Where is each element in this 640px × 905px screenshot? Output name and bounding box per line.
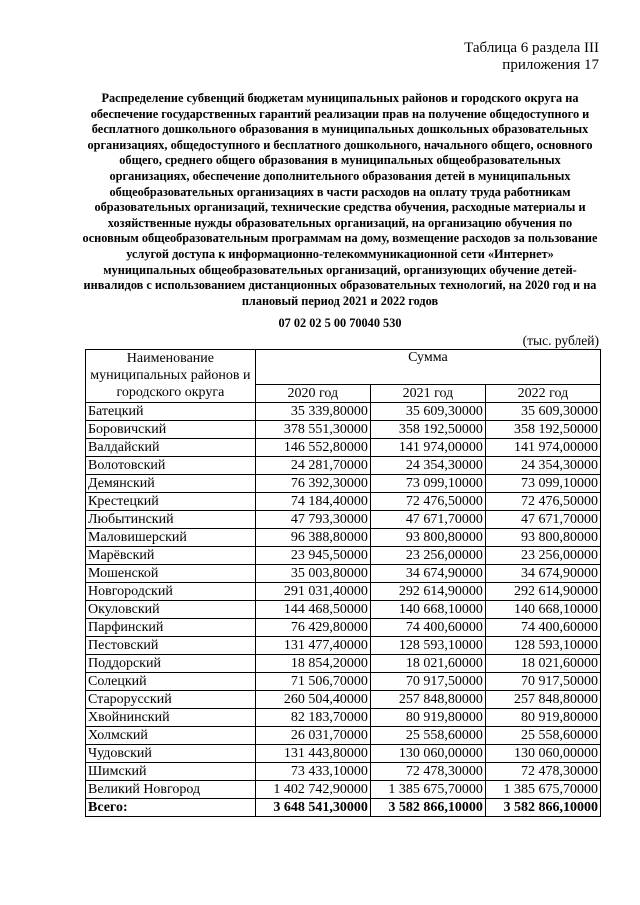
value-2020: 1 402 742,90000 xyxy=(255,781,370,799)
value-2022: 257 848,80000 xyxy=(485,691,600,709)
municipality-name: Новгородский xyxy=(86,583,256,601)
value-2022: 35 609,30000 xyxy=(485,403,600,421)
value-2022: 25 558,60000 xyxy=(485,727,600,745)
table-row xyxy=(86,547,601,565)
value-2021: 128 593,10000 xyxy=(370,637,485,655)
table-row xyxy=(86,403,601,421)
table-row xyxy=(86,601,601,619)
table-row xyxy=(86,619,601,637)
value-2022: 140 668,10000 xyxy=(485,601,600,619)
table-row xyxy=(86,655,601,673)
municipality-name: Хвойнинский xyxy=(86,709,256,727)
reference-line-2: приложения 17 xyxy=(502,57,599,73)
value-2020: 378 551,30000 xyxy=(255,421,370,439)
municipality-name: Маловишерский xyxy=(86,529,256,547)
municipality-name: Батецкий xyxy=(86,403,256,421)
value-2021: 358 192,50000 xyxy=(370,421,485,439)
municipality-name: Чудовский xyxy=(86,745,256,763)
value-2022: 23 256,00000 xyxy=(485,547,600,565)
table-row xyxy=(86,421,601,439)
value-2021: 80 919,80000 xyxy=(370,709,485,727)
value-2021: 73 099,10000 xyxy=(370,475,485,493)
value-2022: 73 099,10000 xyxy=(485,475,600,493)
table-row xyxy=(86,781,601,799)
municipality-name: Демянский xyxy=(86,475,256,493)
table-row xyxy=(86,493,601,511)
units-label: (тыс. рублей) xyxy=(522,333,599,348)
value-2022: 80 919,80000 xyxy=(485,709,600,727)
table-row xyxy=(86,475,601,493)
value-2022: 70 917,50000 xyxy=(485,673,600,691)
value-2022: 141 974,00000 xyxy=(485,439,600,457)
municipality-name: Шимский xyxy=(86,763,256,781)
value-2020: 73 433,10000 xyxy=(255,763,370,781)
value-2021: 140 668,10000 xyxy=(370,601,485,619)
total-2020: 3 648 541,30000 xyxy=(255,799,370,817)
municipality-name: Холмский xyxy=(86,727,256,745)
value-2020: 47 793,30000 xyxy=(255,511,370,529)
header-year-2020: 2020 год xyxy=(255,385,370,403)
value-2022: 72 478,30000 xyxy=(485,763,600,781)
value-2020: 35 339,80000 xyxy=(255,403,370,421)
table-row xyxy=(86,529,601,547)
municipality-name: Старорусский xyxy=(86,691,256,709)
value-2021: 34 674,90000 xyxy=(370,565,485,583)
header-year-2022: 2022 год xyxy=(485,385,600,403)
value-2021: 93 800,80000 xyxy=(370,529,485,547)
value-2020: 26 031,70000 xyxy=(255,727,370,745)
table-row xyxy=(86,727,601,745)
value-2021: 1 385 675,70000 xyxy=(370,781,485,799)
municipality-name: Пестовский xyxy=(86,637,256,655)
value-2020: 96 388,80000 xyxy=(255,529,370,547)
table-row xyxy=(86,691,601,709)
value-2021: 47 671,70000 xyxy=(370,511,485,529)
value-2020: 18 854,20000 xyxy=(255,655,370,673)
table-row xyxy=(86,457,601,475)
value-2022: 24 354,30000 xyxy=(485,457,600,475)
value-2021: 35 609,30000 xyxy=(370,403,485,421)
value-2022: 358 192,50000 xyxy=(485,421,600,439)
value-2020: 74 184,40000 xyxy=(255,493,370,511)
municipality-name: Поддорский xyxy=(86,655,256,673)
municipality-name: Мошенской xyxy=(86,565,256,583)
value-2022: 1 385 675,70000 xyxy=(485,781,600,799)
municipality-name: Волотовский xyxy=(86,457,256,475)
value-2020: 260 504,40000 xyxy=(255,691,370,709)
value-2020: 76 429,80000 xyxy=(255,619,370,637)
table-row xyxy=(86,745,601,763)
document-title: Распределение субвенций бюджетам муниципальных районов и городского округа на обеспечение государственных гарантий реализации прав на получение общедоступного и бесплатного дошкольного образования в муниципальных дошкольных образовательных организациях, общедоступного и бесплатного дошкольного, начального общего, основного общего, среднего общего образования в муниципальных общеобразовательных организациях, обеспечение дополнительного образования детей в муниципальных общеобразовательных организациях в части расходов на оплату труда работникам образовательных организаций, технические средства обучения, расходные материалы и хозяйственные нужды образовательных организаций, на организацию обучения по основным общеобразовательным программам на дому, возмещение расходов за пользование услугой доступа к информационно-телекоммуникационной сети «Интернет» муниципальных общеобразовательных организаций, организующих обучение детей-инвалидов с использованием дистанционных образовательных технологий, на 2020 год и на плановый период 2021 и 2022 годов xyxy=(82,91,598,308)
value-2021: 292 614,90000 xyxy=(370,583,485,601)
value-2020: 131 477,40000 xyxy=(255,637,370,655)
value-2020: 146 552,80000 xyxy=(255,439,370,457)
value-2022: 34 674,90000 xyxy=(485,565,600,583)
total-label: Всего: xyxy=(86,799,256,817)
table-row xyxy=(86,439,601,457)
value-2022: 292 614,90000 xyxy=(485,583,600,601)
total-row xyxy=(86,799,601,817)
value-2020: 24 281,70000 xyxy=(255,457,370,475)
table-row xyxy=(86,511,601,529)
table-row xyxy=(86,709,601,727)
table-reference xyxy=(464,40,599,74)
value-2021: 23 256,00000 xyxy=(370,547,485,565)
municipality-name: Боровичский xyxy=(86,421,256,439)
table-row xyxy=(86,637,601,655)
municipality-name: Великий Новгород xyxy=(86,781,256,799)
value-2021: 25 558,60000 xyxy=(370,727,485,745)
municipality-name: Любытинский xyxy=(86,511,256,529)
municipality-name: Валдайский xyxy=(86,439,256,457)
value-2020: 35 003,80000 xyxy=(255,565,370,583)
header-year-2021: 2021 год xyxy=(370,385,485,403)
reference-line-1: Таблица 6 раздела III xyxy=(464,40,599,56)
header-sum: Сумма xyxy=(255,350,600,385)
value-2022: 74 400,60000 xyxy=(485,619,600,637)
value-2021: 70 917,50000 xyxy=(370,673,485,691)
municipality-name: Окуловский xyxy=(86,601,256,619)
total-2022: 3 582 866,10000 xyxy=(485,799,600,817)
municipality-name: Марёвский xyxy=(86,547,256,565)
value-2021: 130 060,00000 xyxy=(370,745,485,763)
total-2021: 3 582 866,10000 xyxy=(370,799,485,817)
municipality-name: Крестецкий xyxy=(86,493,256,511)
table-row xyxy=(86,565,601,583)
value-2022: 47 671,70000 xyxy=(485,511,600,529)
value-2021: 141 974,00000 xyxy=(370,439,485,457)
table-row xyxy=(86,763,601,781)
table-row xyxy=(86,583,601,601)
value-2021: 257 848,80000 xyxy=(370,691,485,709)
municipality-name: Солецкий xyxy=(86,673,256,691)
value-2020: 23 945,50000 xyxy=(255,547,370,565)
value-2021: 18 021,60000 xyxy=(370,655,485,673)
value-2020: 144 468,50000 xyxy=(255,601,370,619)
value-2020: 291 031,40000 xyxy=(255,583,370,601)
table-row xyxy=(86,673,601,691)
value-2022: 130 060,00000 xyxy=(485,745,600,763)
value-2020: 71 506,70000 xyxy=(255,673,370,691)
header-municipality: Наименование муниципальных районов и городского округа xyxy=(86,350,256,403)
value-2022: 72 476,50000 xyxy=(485,493,600,511)
value-2021: 74 400,60000 xyxy=(370,619,485,637)
value-2021: 72 478,30000 xyxy=(370,763,485,781)
value-2022: 93 800,80000 xyxy=(485,529,600,547)
subvention-table xyxy=(85,349,601,817)
value-2022: 18 021,60000 xyxy=(485,655,600,673)
value-2020: 76 392,30000 xyxy=(255,475,370,493)
municipality-name: Парфинский xyxy=(86,619,256,637)
budget-code: 07 02 02 5 00 70040 530 xyxy=(278,316,402,330)
value-2022: 128 593,10000 xyxy=(485,637,600,655)
value-2021: 24 354,30000 xyxy=(370,457,485,475)
value-2021: 72 476,50000 xyxy=(370,493,485,511)
value-2020: 82 183,70000 xyxy=(255,709,370,727)
value-2020: 131 443,80000 xyxy=(255,745,370,763)
